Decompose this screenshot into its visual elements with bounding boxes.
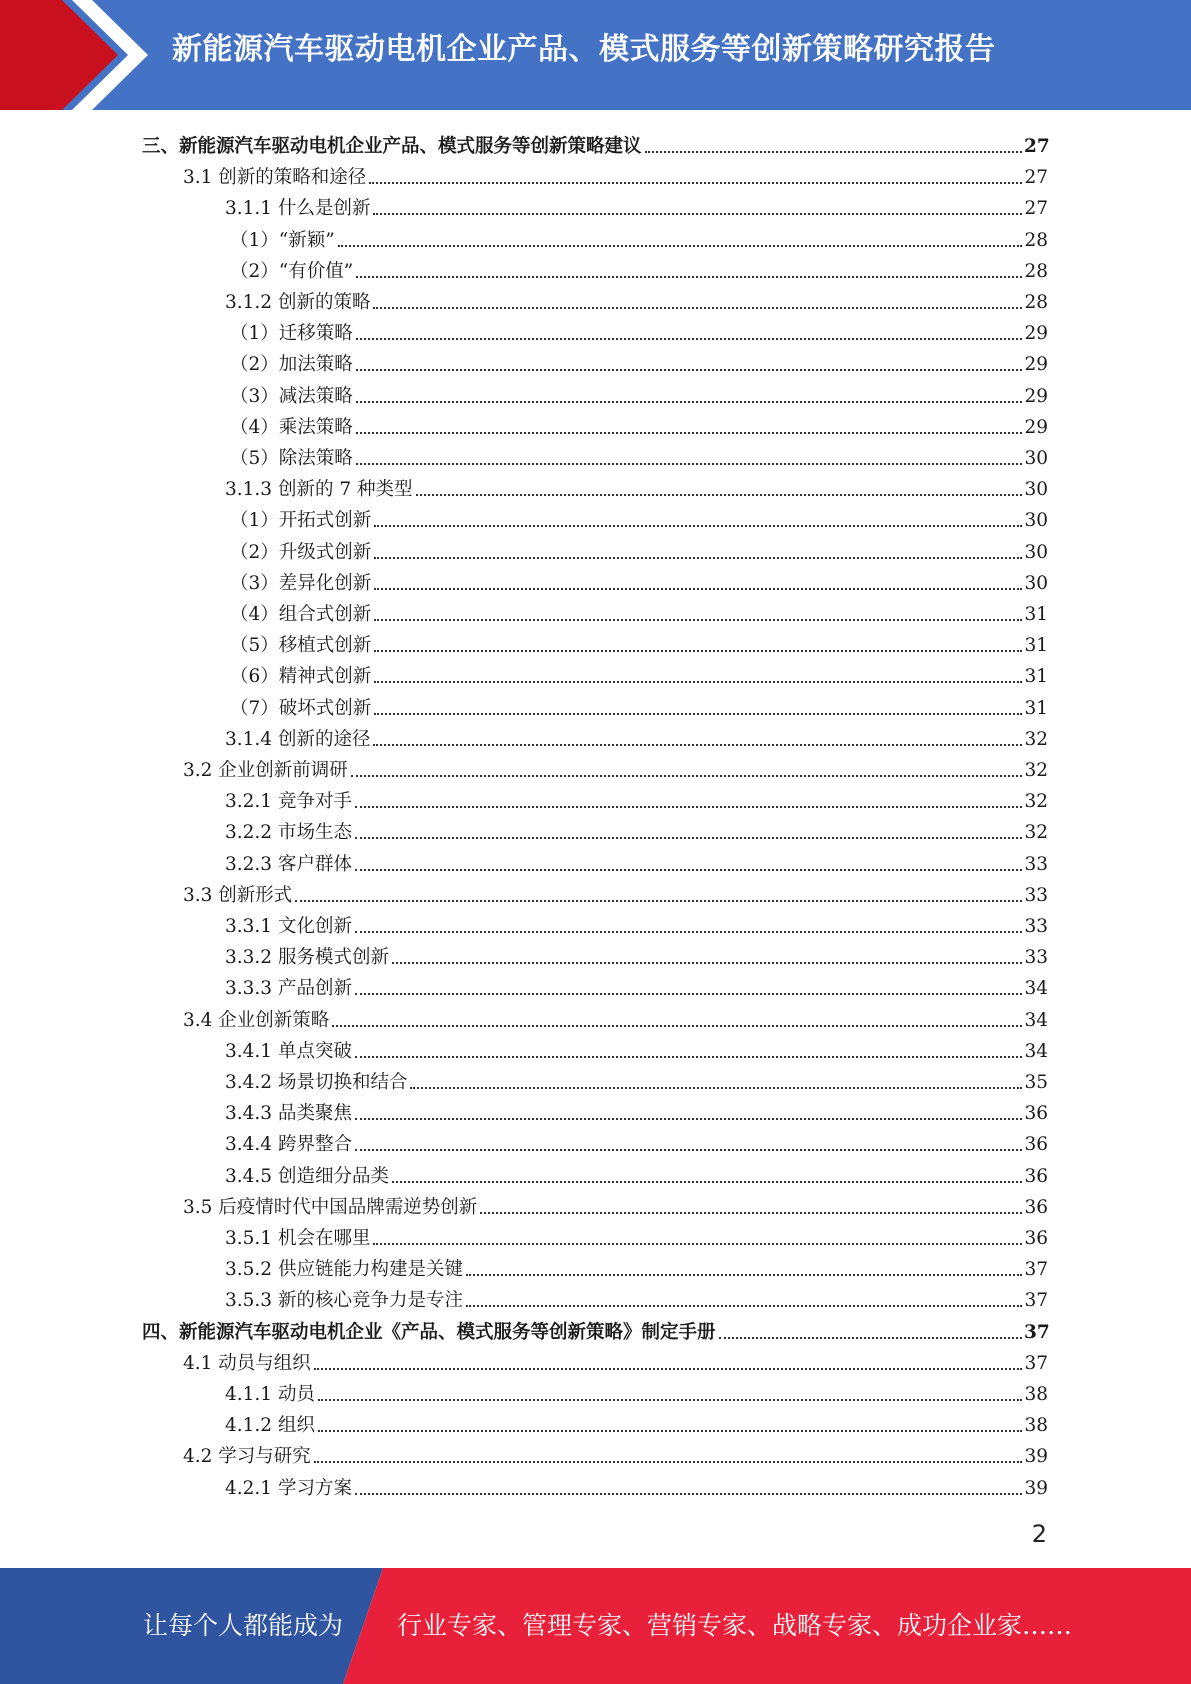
toc-entry-page-number: 36 xyxy=(1024,1134,1048,1156)
toc-entry-page-number: 28 xyxy=(1024,260,1048,282)
toc-entry-page-number: 36 xyxy=(1024,1228,1048,1249)
toc-entry[interactable] xyxy=(0,1375,1191,1406)
toc-entry-page-number: 29 xyxy=(1024,416,1048,438)
toc-entry-page-number: 30 xyxy=(1024,479,1048,501)
toc-entry[interactable] xyxy=(0,1219,1191,1250)
toc-entry-title: 3.3.1 文化创新 xyxy=(225,916,352,937)
toc-entry-title: （6）精神式创新 xyxy=(230,666,372,688)
toc-entry-title: （2）加法策略 xyxy=(230,354,353,376)
toc-entry[interactable] xyxy=(0,1469,1191,1500)
toc-dot-leader xyxy=(318,1430,1022,1432)
toc-entry-title: 3.5 后疫情时代中国品牌需逆势创新 xyxy=(183,1196,478,1218)
toc-entry[interactable] xyxy=(0,907,1191,938)
toc-entry[interactable] xyxy=(0,1406,1191,1437)
toc-entry-page-number: 29 xyxy=(1024,323,1048,345)
toc-dot-leader xyxy=(295,900,1022,902)
toc-entry-page-number: 28 xyxy=(1024,292,1048,313)
toc-entry-title: 3.1.4 创新的途径 xyxy=(225,728,371,750)
toc-entry[interactable] xyxy=(0,876,1191,907)
toc-entry[interactable] xyxy=(0,969,1191,1000)
toc-entry-page-number: 33 xyxy=(1024,884,1048,906)
toc-entry-page-number: 32 xyxy=(1024,791,1048,813)
toc-entry-title: 3.2.1 竞争对手 xyxy=(225,791,352,813)
toc-dot-leader xyxy=(355,869,1022,871)
toc-entry-page-number: 34 xyxy=(1024,978,1048,1000)
toc-entry-title: （5）移植式创新 xyxy=(230,635,372,657)
page-number: 2 xyxy=(1031,1520,1047,1548)
toc-entry-title: 4.1.1 动员 xyxy=(225,1384,315,1405)
toc-entry-title: 3.3.3 产品创新 xyxy=(225,978,352,1000)
toc-entry-page-number: 34 xyxy=(1024,1009,1048,1031)
toc-entry-page-number: 37 xyxy=(1024,1290,1048,1312)
toc-entry-page-number: 38 xyxy=(1024,1384,1048,1405)
toc-entry-title: 3.5.2 供应链能力构建是关键 xyxy=(225,1259,463,1281)
toc-dot-leader xyxy=(356,401,1022,403)
toc-dot-leader xyxy=(355,1493,1022,1495)
toc-entry-title: （7）破坏式创新 xyxy=(230,697,372,719)
toc-entry[interactable] xyxy=(0,1094,1191,1125)
page-header xyxy=(0,0,1191,110)
toc-dot-leader xyxy=(355,1118,1022,1120)
toc-entry-title: （2）升级式创新 xyxy=(230,541,372,563)
toc-entry-title: 3.2 企业创新前调研 xyxy=(183,760,348,781)
toc-entry[interactable] xyxy=(0,252,1191,283)
toc-entry[interactable] xyxy=(0,345,1191,376)
toc-entry[interactable] xyxy=(0,689,1191,720)
toc-entry-page-number: 32 xyxy=(1024,760,1048,781)
toc-entry[interactable] xyxy=(0,377,1191,408)
toc-dot-leader xyxy=(373,307,1022,309)
toc-dot-leader xyxy=(356,463,1022,465)
toc-dot-leader xyxy=(351,775,1022,777)
toc-entry[interactable] xyxy=(0,938,1191,969)
toc-entry-title: 3.3 创新形式 xyxy=(183,884,293,906)
toc-dot-leader xyxy=(374,588,1022,590)
toc-entry[interactable] xyxy=(0,1437,1191,1468)
toc-entry-title: （3）减法策略 xyxy=(230,385,353,407)
toc-entry[interactable] xyxy=(0,1344,1191,1375)
toc-entry[interactable] xyxy=(0,1032,1191,1063)
toc-dot-leader xyxy=(466,1305,1022,1307)
toc-entry-page-number: 31 xyxy=(1024,635,1048,657)
toc-entry[interactable] xyxy=(0,564,1191,595)
footer-slogan-right: 行业专家、管理专家、营销专家、战略专家、成功企业家…… xyxy=(397,1611,1073,1640)
toc-entry-page-number: 33 xyxy=(1024,916,1048,937)
toc-entry[interactable] xyxy=(0,751,1191,782)
toc-entry-page-number: 35 xyxy=(1024,1072,1048,1093)
toc-entry-page-number: 34 xyxy=(1024,1040,1048,1062)
toc-entry[interactable] xyxy=(0,189,1191,220)
page-footer xyxy=(0,1568,1191,1684)
toc-dot-leader xyxy=(374,619,1022,621)
toc-entry-page-number: 31 xyxy=(1024,666,1048,688)
toc-entry-title: 四、新能源汽车驱动电机企业《产品、模式服务等创新策略》制定手册 xyxy=(142,1321,716,1343)
toc-entry-title: （1）“新颖” xyxy=(230,229,335,251)
report-title: 新能源汽车驱动电机企业产品、模式服务等创新策略研究报告 xyxy=(172,32,996,67)
toc-entry-page-number: 32 xyxy=(1024,822,1048,844)
toc-entry-title: （3）差异化创新 xyxy=(230,572,372,594)
toc-entry[interactable] xyxy=(0,657,1191,688)
toc-entry-title: （4）组合式创新 xyxy=(230,604,372,625)
toc-entry-title: 3.4.1 单点突破 xyxy=(225,1040,352,1062)
toc-entry[interactable] xyxy=(0,127,1191,158)
toc-entry-title: 3.1 创新的策略和途径 xyxy=(183,167,367,189)
toc-entry[interactable] xyxy=(0,1063,1191,1094)
header-chevron-decoration xyxy=(0,0,160,110)
toc-entry-page-number: 36 xyxy=(1024,1103,1048,1125)
toc-dot-leader xyxy=(356,276,1022,278)
toc-entry[interactable] xyxy=(0,1125,1191,1156)
toc-dot-leader xyxy=(355,806,1022,808)
toc-entry[interactable] xyxy=(0,1188,1191,1219)
toc-entry-title: 3.3.2 服务模式创新 xyxy=(225,947,389,969)
toc-dot-leader xyxy=(373,213,1022,215)
toc-entry-title: 3.1.1 什么是创新 xyxy=(225,198,371,220)
footer-slogan-left: 让每个人都能成为 xyxy=(143,1611,344,1640)
toc-dot-leader xyxy=(332,1025,1022,1027)
toc-entry-page-number: 36 xyxy=(1024,1165,1048,1187)
toc-entry-page-number: 27 xyxy=(1024,167,1048,189)
toc-entry-page-number: 30 xyxy=(1024,448,1048,469)
toc-entry-title: （4）乘法策略 xyxy=(230,416,353,438)
toc-entry[interactable] xyxy=(0,314,1191,345)
toc-entry[interactable] xyxy=(0,283,1191,314)
toc-entry-page-number: 30 xyxy=(1024,572,1048,594)
toc-dot-leader xyxy=(356,338,1022,340)
toc-entry-title: 4.1.2 组织 xyxy=(225,1415,315,1437)
toc-dot-leader xyxy=(374,713,1022,715)
toc-dot-leader xyxy=(392,1181,1022,1183)
toc-entry-page-number: 27 xyxy=(1024,198,1048,220)
toc-entry-page-number: 29 xyxy=(1024,354,1048,376)
toc-entry-title: 4.1 动员与组织 xyxy=(183,1352,311,1374)
toc-entry-page-number: 39 xyxy=(1024,1477,1048,1499)
toc-dot-leader xyxy=(645,151,1022,153)
toc-dot-leader xyxy=(373,1243,1022,1245)
toc-entry-page-number: 37 xyxy=(1024,1321,1050,1343)
toc-entry[interactable] xyxy=(0,1281,1191,1312)
toc-entry-title: （2）“有价值” xyxy=(230,260,354,282)
toc-dot-leader xyxy=(480,1212,1022,1214)
toc-dot-leader xyxy=(392,962,1022,964)
toc-dot-leader xyxy=(374,650,1022,652)
toc-entry[interactable] xyxy=(0,720,1191,751)
toc-dot-leader xyxy=(410,1087,1022,1089)
toc-dot-leader xyxy=(374,681,1022,683)
toc-dot-leader xyxy=(355,993,1022,995)
toc-entry-page-number: 30 xyxy=(1024,541,1048,563)
toc-dot-leader xyxy=(466,1274,1022,1276)
toc-entry-page-number: 36 xyxy=(1024,1196,1048,1218)
toc-dot-leader xyxy=(355,837,1022,839)
toc-dot-leader xyxy=(369,182,1022,184)
toc-entry-page-number: 31 xyxy=(1024,604,1048,625)
toc-entry-page-number: 33 xyxy=(1024,947,1048,969)
toc-entry[interactable] xyxy=(0,1001,1191,1032)
toc-entry-page-number: 39 xyxy=(1024,1446,1048,1468)
toc-entry-title: 三、新能源汽车驱动电机企业产品、模式服务等创新策略建议 xyxy=(142,136,642,157)
toc-entry-page-number: 38 xyxy=(1024,1415,1048,1437)
toc-entry[interactable] xyxy=(0,1157,1191,1188)
toc-dot-leader xyxy=(318,1399,1022,1401)
toc-entry[interactable] xyxy=(0,813,1191,844)
toc-entry-title: 3.4.3 品类聚焦 xyxy=(225,1103,352,1125)
toc-entry[interactable] xyxy=(0,782,1191,813)
toc-dot-leader xyxy=(356,369,1022,371)
toc-entry-page-number: 37 xyxy=(1024,1352,1048,1374)
toc-entry-title: 3.4.2 场景切换和结合 xyxy=(225,1072,408,1093)
toc-dot-leader xyxy=(373,744,1022,746)
toc-entry-title: 3.2.3 客户群体 xyxy=(225,853,352,875)
toc-entry[interactable] xyxy=(0,1250,1191,1281)
toc-entry-title: 3.4.5 创造细分品类 xyxy=(225,1165,389,1187)
toc-entry[interactable] xyxy=(0,501,1191,532)
toc-entry-page-number: 29 xyxy=(1024,385,1048,407)
toc-entry-title: 3.1.2 创新的策略 xyxy=(225,292,371,313)
toc-dot-leader xyxy=(338,245,1022,247)
toc-dot-leader xyxy=(355,1149,1022,1151)
toc-dot-leader xyxy=(416,494,1023,496)
toc-dot-leader xyxy=(314,1368,1022,1370)
toc-entry-title: （1）迁移策略 xyxy=(230,323,353,345)
toc-entry-title: 3.5.3 新的核心竞争力是专注 xyxy=(225,1290,463,1312)
toc-dot-leader xyxy=(314,1461,1022,1463)
toc-entry[interactable] xyxy=(0,439,1191,470)
toc-entry[interactable] xyxy=(0,470,1191,501)
toc-entry-page-number: 27 xyxy=(1024,136,1050,157)
toc-entry[interactable] xyxy=(0,845,1191,876)
toc-entry[interactable] xyxy=(0,533,1191,564)
toc-entry-title: 3.2.2 市场生态 xyxy=(225,822,352,844)
toc-entry-page-number: 31 xyxy=(1024,697,1048,719)
toc-entry-title: 4.2 学习与研究 xyxy=(183,1446,311,1468)
toc-entry-title: 3.4.4 跨界整合 xyxy=(225,1134,352,1156)
toc-dot-leader xyxy=(374,557,1022,559)
toc-entry-title: 3.5.1 机会在哪里 xyxy=(225,1228,371,1249)
toc-entry[interactable] xyxy=(0,408,1191,439)
toc-dot-leader xyxy=(355,931,1022,933)
toc-entry[interactable] xyxy=(0,626,1191,657)
toc-entry[interactable] xyxy=(0,158,1191,189)
toc-entry-title: 3.4 企业创新策略 xyxy=(183,1009,330,1031)
toc-entry-page-number: 37 xyxy=(1024,1259,1048,1281)
toc-entry-page-number: 28 xyxy=(1024,229,1048,251)
toc-entry-page-number: 33 xyxy=(1024,853,1048,875)
toc-entry[interactable] xyxy=(0,1313,1191,1344)
toc-dot-leader xyxy=(356,432,1022,434)
toc-entry-title: （1）开拓式创新 xyxy=(230,510,372,532)
toc-entry-title: 4.2.1 学习方案 xyxy=(225,1477,352,1499)
toc-entry-title: （5）除法策略 xyxy=(230,448,353,469)
toc-entry[interactable] xyxy=(0,595,1191,626)
toc-entry[interactable] xyxy=(0,221,1191,252)
toc-dot-leader xyxy=(719,1337,1022,1339)
toc-dot-leader xyxy=(374,525,1022,527)
toc-entry-page-number: 30 xyxy=(1024,510,1048,532)
toc-dot-leader xyxy=(355,1056,1022,1058)
toc-entry-page-number: 32 xyxy=(1024,728,1048,750)
toc-entry-title: 3.1.3 创新的 7 种类型 xyxy=(225,479,413,501)
